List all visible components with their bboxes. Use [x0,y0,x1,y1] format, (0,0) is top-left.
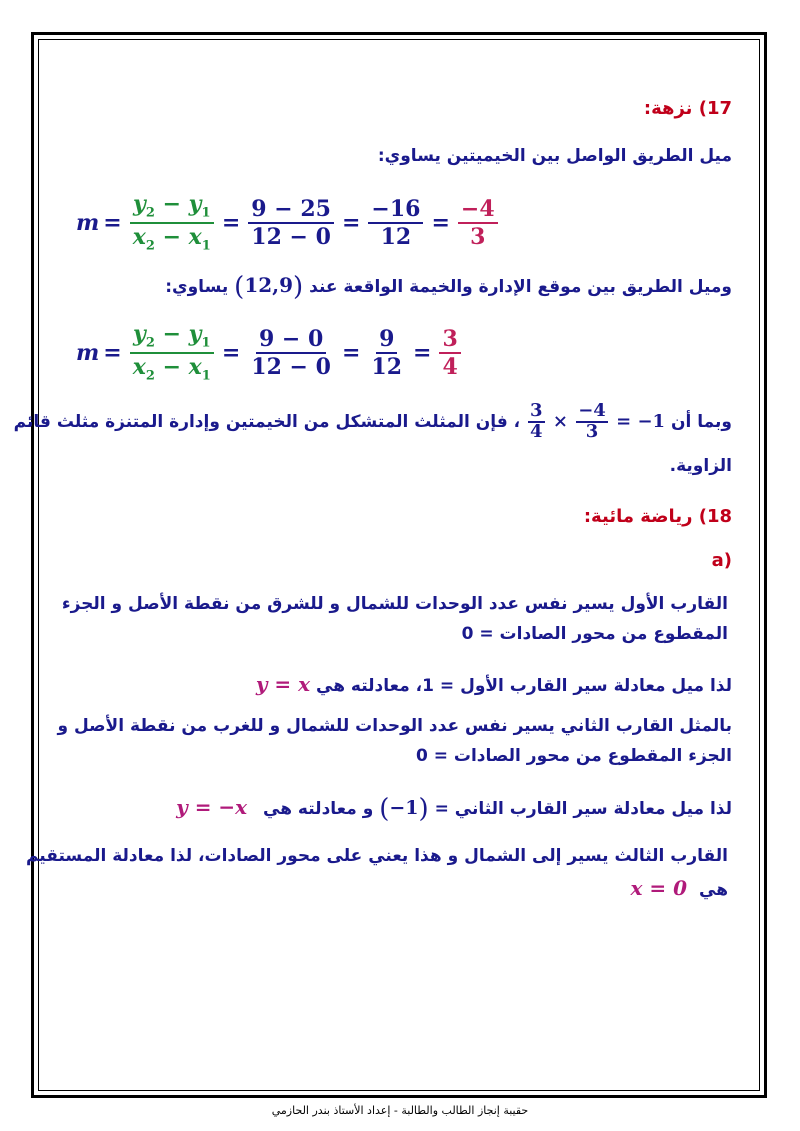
slope1-equation: m = $\frac{y_2 - y_1}{x_2 - x_1}$ = $\frac{9 - 25}{12 - 0}$ = $\frac{-16}{12}$ = $\frac{-4}{3}$ [76,192,502,253]
problem-18-heading: 18) رياضة مائية: [583,506,732,527]
part-a-label: (a [711,550,732,571]
slope1-intro: ميل الطريق الواصل بين الخيميتين يساوي: [377,146,732,166]
slope2-step2: $\frac{9}{12}$ [371,325,403,380]
slope2-equation: m = $\frac{y_2 - y_1}{x_2 - x_1}$ = $\frac{9 - 0}{12 - 0}$ = $\frac{9}{12}$ = $\frac{3}{4}$ [76,322,465,383]
slope-formula: $\frac{y_2 - y_1}{x_2 - x_1}$ [130,192,214,253]
boat1-line1: القارب الأول يسير نفس عدد الوحدات للشمال و للشرق من نقطة الأصل و الجزء [61,594,728,614]
boat1-equation-line: لذا ميل معادلة سير القارب الأول = 1، معادلته هي y = x [255,672,732,696]
boat3-equation: x = 0 [630,876,688,900]
slope2-result: $\frac{3}{4}$ [439,327,460,379]
boat3-line2: هي x = 0 [630,876,728,900]
slope-symbol: m [76,209,100,236]
boat3-line1: القارب الثالث يسير إلى الشمال و هذا يعني على محور الصادات، لذا معادلة المستقيم [25,846,728,866]
slope2-step1: $\frac{9 - 0}{12 - 0}$ [251,325,331,380]
slope1-result: $\frac{-4}{3}$ [458,197,498,249]
perpendicular-conclusion: وبما أن $\frac{3}{4}$ × $\frac{-4}{3}$ = −1 ، فإن المثلث المتشكل من الخيمتين وإدارة المتنزة مثلث قائم [13,400,732,442]
boat2-equation: y = −x [176,795,248,819]
boat2-line1: بالمثل القارب الثاني يسير نفس عدد الوحدات للشمال و للغرب من نقطة الأصل و [57,716,732,736]
page-footer: حقيبة إنجاز الطالب والطالبة - إعداد الأستاذ بندر الحازمي [271,1104,529,1117]
perpendicular-conclusion-end: الزاوية. [669,456,732,476]
boat1-equation: y = x [255,672,311,696]
slope1-step1: $\frac{9 - 25}{12 - 0}$ [248,197,334,249]
boat2-equation-line: لذا ميل معادلة سير القارب الثاني = (−1) و معادلته هي y = −x [176,794,732,824]
boat1-line2: المقطوع من محور الصادات = 0 [461,624,728,644]
slope-formula-2: $\frac{y_2 - y_1}{x_2 - x_1}$ [130,322,214,383]
slope2-intro: وميل الطريق بين موقع الإدارة والخيمة الواقعة عند (12,9) يساوي: [165,272,732,302]
boat2-line2: الجزء المقطوع من محور الصادات = 0 [415,746,732,766]
slope1-step2: $\frac{-16}{12}$ [368,197,423,249]
problem-17-heading: 17) نزهة: [643,98,732,119]
